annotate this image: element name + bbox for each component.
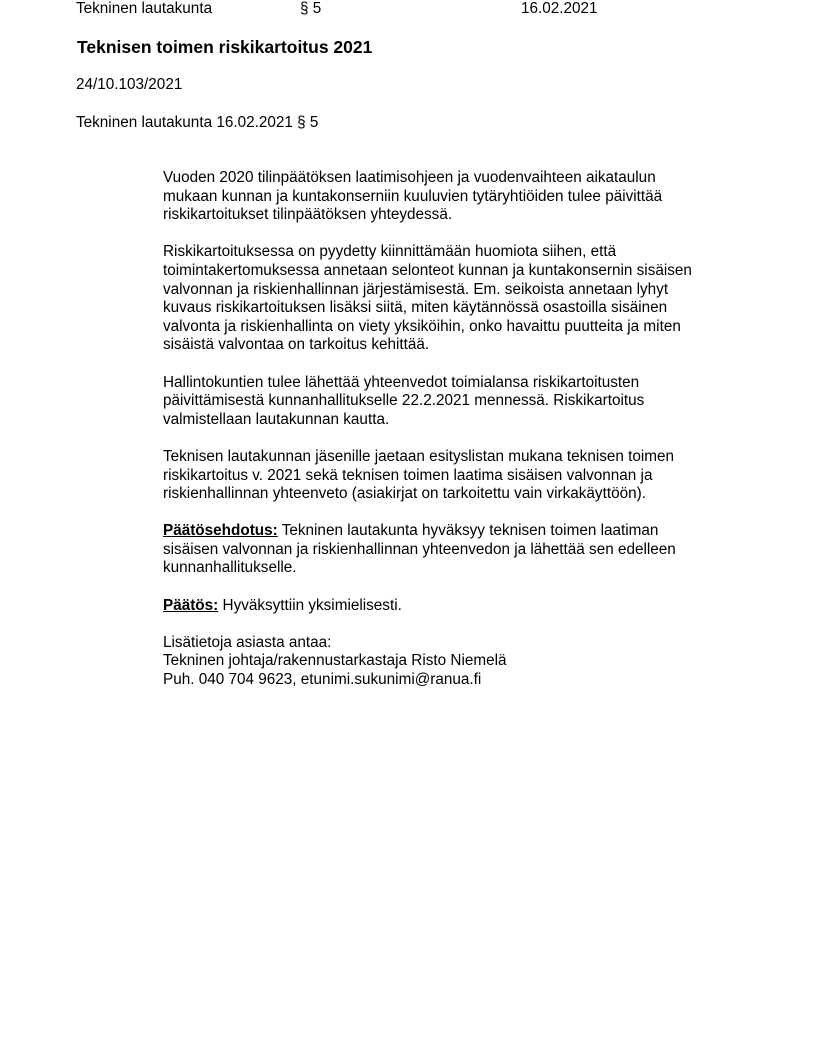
- text-line: riskikartoitus v. 2021 sekä teknisen toimen laatima sisäisen valvonnan ja: [163, 466, 653, 484]
- text-line: kuvaus riskikartoituksen lisäksi siitä, miten käytännössä osastoilla sisäinen: [163, 299, 668, 317]
- text-line: valmistellaan lautakunnan kautta.: [163, 410, 390, 428]
- header-date: 16.02.2021: [521, 0, 598, 17]
- text-line: Tekninen johtaja/rakennustarkastaja Risto Niemelä: [163, 652, 507, 670]
- record-number: 24/10.103/2021: [76, 76, 183, 93]
- text-line: valvonnan ja riskienhallinnan järjestämisestä. Em. seikoista annetaan lyhyt: [163, 280, 669, 298]
- text-line: valvonta ja riskienhallinta on viety yksiköihin, onko havaittu puutteita ja miten: [163, 317, 681, 335]
- decision-proposal: [163, 522, 763, 578]
- document-body: [163, 169, 763, 690]
- proposal-label: Päätösehdotus:: [163, 522, 278, 540]
- text-line: Tekninen lautakunta hyväksyy teknisen toimen laatiman: [277, 522, 659, 540]
- text-line: mukaan kunnan ja kuntakonserniin kuuluvien tytäryhtiöiden tulee päivittää: [163, 187, 663, 205]
- decision-text: Hyväksyttiin yksimielisesti.: [218, 596, 402, 614]
- decision-label: Päätös:: [163, 596, 219, 614]
- text-line: Riskikartoituksessa on pyydetty kiinnittämään huomiota siihen, että: [163, 243, 617, 261]
- text-line: riskikartoitukset tilinpäätöksen yhteydessä.: [163, 206, 453, 224]
- text-line: Hallintokuntien tulee lähettää yhteenvedot toimialansa riskikartoitusten: [163, 373, 640, 391]
- text-line: Vuoden 2020 tilinpäätöksen laatimisohjeen ja vuodenvaihteen aikataulun: [163, 169, 656, 186]
- contact-info: [163, 634, 763, 690]
- text-line: Lisätietoja asiasta antaa:: [163, 633, 332, 651]
- paragraph: [163, 448, 763, 504]
- text-line: sisäistä valvontaa on tarkoitus kehittää.: [163, 336, 430, 354]
- text-line: kunnanhallitukselle.: [163, 559, 297, 577]
- document-title: Teknisen toimen riskikartoitus 2021: [77, 37, 373, 57]
- header-section: § 5: [300, 0, 322, 17]
- paragraph: [163, 243, 763, 355]
- decision: [163, 597, 763, 616]
- text-line: Teknisen lautakunnan jäsenille jaetaan esityslistan mukana teknisen toimen: [163, 447, 675, 465]
- header-body: Tekninen lautakunta: [76, 0, 213, 17]
- text-line: riskienhallinnan yhteenveto (asiakirjat on tarkoitettu vain virkakäyttöön).: [163, 485, 646, 503]
- text-line: sisäisen valvonnan ja riskienhallinnan yhteenvedon ja lähettää sen edelleen: [163, 540, 676, 558]
- text-line: toimintakertomuksessa annetaan selonteot kunnan ja kuntakonsernin sisäisen: [163, 261, 692, 279]
- paragraph: [163, 374, 763, 430]
- text-line: päivittämisestä kunnanhallitukselle 22.2.2021 mennessä. Riskikartoitus: [163, 392, 645, 410]
- text-line: Puh. 040 704 9623, etunimi.sukunimi@ranua.fi: [163, 671, 482, 689]
- paragraph: [163, 169, 763, 225]
- meeting-reference: Tekninen lautakunta 16.02.2021 § 5: [76, 114, 319, 131]
